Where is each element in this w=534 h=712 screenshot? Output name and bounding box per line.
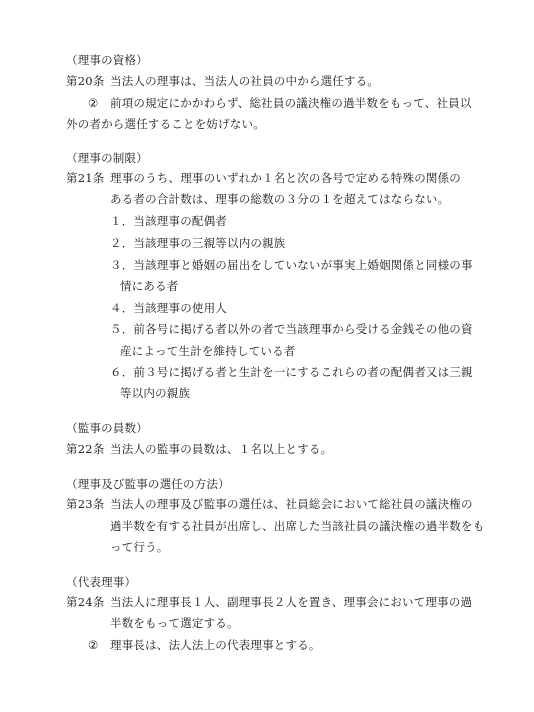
article-23 [66,496,473,512]
article-21-item-5-cont: 産によって生計を維持している者 [120,344,296,358]
article-20-heading: （理事の資格） [66,53,148,67]
paragraph-2-mark: ② [88,96,99,110]
article-20-p2-line-2: 外の者から選任することを妨げない。 [66,117,265,131]
article-24-heading: （代表理事） [66,575,137,589]
article-24-line-2: 半数をもって選定する。 [110,616,239,630]
article-24-line-1: 当法人に理事長１人、副理事長２人を置き、理事会において理事の過 [110,595,473,609]
article-21-line-2: ある者の合計数は、理事の総数の３分の１を超えてはならない。 [110,192,450,206]
article-20-number: 第20条 [66,74,105,88]
article-23-number: 第23条 [66,497,105,511]
article-23-line-1: 当法人の理事及び監事の選任は、社員総会において総社員の議決権の [110,497,473,511]
article-21-item-6: ６．前３号に掲げる者と生計を一にするこれらの者の配偶者又は三親 [110,365,473,379]
article-21-item-2: ２．当該理事の三親等以内の親族 [110,236,286,250]
article-21-item-3-cont: 情にある者 [120,279,179,293]
article-21-item-3: ３．当該理事と婚姻の届出をしていないが事実上婚姻関係と同様の事 [110,258,473,272]
article-24-p2-line-1: 理事長は、法人法上の代表理事とする。 [110,638,321,652]
article-20-p2-line-1: 前項の規定にかかわらず、総社員の議決権の過半数をもって、社員以 [110,96,472,110]
paragraph-2-mark: ② [88,638,99,652]
article-21-item-5: ５．前各号に掲げる者以外の者で当該理事から受ける金銭その他の資 [110,322,473,336]
article-22 [66,441,332,457]
article-22-line-1: 当法人の監事の員数は、１名以上とする。 [110,442,333,456]
article-23-line-2: 過半数を有する社員が出席し、出席した当該社員の議決権の過半数をも [110,519,485,533]
article-21-item-6-cont: 等以内の親族 [120,386,191,400]
article-24-paragraph-2 [88,637,321,653]
article-22-number: 第22条 [66,442,105,456]
article-24-number: 第24条 [66,595,105,609]
article-24 [66,594,472,610]
article-21-number: 第21条 [66,171,105,185]
article-22-heading: （監事の員数） [66,421,148,435]
article-23-heading: （理事及び監事の選任の方法） [66,477,230,491]
article-21-item-1: １．当該理事の配偶者 [110,214,227,228]
article-21-heading: （理事の制限） [66,151,148,165]
article-21-line-1: 理事のうち、理事のいずれか１名と次の各号で定める特殊の関係の [110,171,461,185]
article-21 [66,170,461,186]
article-20 [66,73,379,89]
article-20-paragraph-2 [88,95,472,111]
article-20-line-1: 当法人の理事は、当法人の社員の中から選任する。 [110,74,380,88]
article-21-item-4: ４．当該理事の使用人 [110,301,227,315]
article-23-line-3: って行う。 [110,540,169,554]
